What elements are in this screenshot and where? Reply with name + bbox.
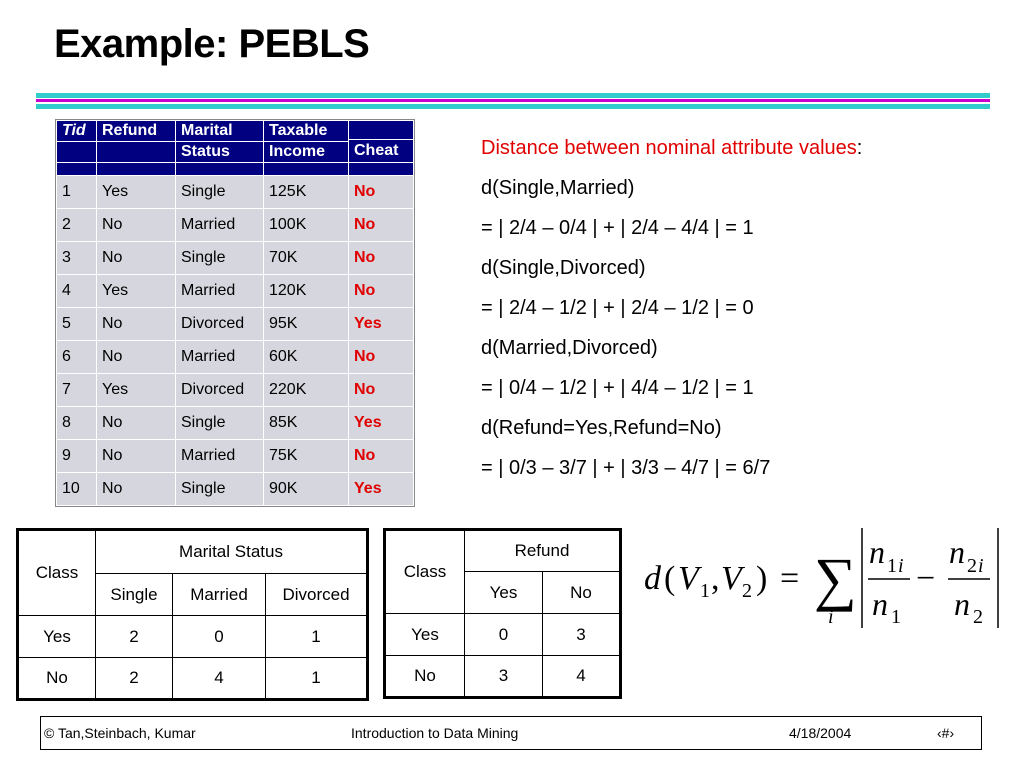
table-row xyxy=(57,407,414,440)
row-label: Yes xyxy=(18,616,96,658)
sigma-icon: ∑ xyxy=(814,546,857,612)
cell-cheat: No xyxy=(349,374,414,407)
cell-tid: 7 xyxy=(57,374,97,407)
header-marital: Marital xyxy=(176,121,264,142)
count-cell: 1 xyxy=(266,658,368,700)
cell-status: Single xyxy=(176,176,264,209)
formula-n2: n xyxy=(954,586,970,622)
cell-refund: No xyxy=(97,242,176,275)
header-tid: Tid xyxy=(57,121,97,142)
header-spacer xyxy=(264,163,349,176)
formula-n2i: n xyxy=(949,534,965,570)
header-cheat-cell xyxy=(349,121,414,176)
formula-v1-sub: 1 xyxy=(700,580,710,602)
count-cell: 1 xyxy=(266,616,368,658)
col-header: Divorced xyxy=(266,574,368,616)
distance-heading-colon: : xyxy=(856,137,863,159)
cell-tid: 4 xyxy=(57,275,97,308)
cell-tid: 2 xyxy=(57,209,97,242)
cell-income: 100K xyxy=(264,209,349,242)
cell-tid: 5 xyxy=(57,308,97,341)
refund-header: Refund xyxy=(465,530,621,572)
table-row xyxy=(57,308,414,341)
cell-cheat: Yes xyxy=(349,473,414,506)
col-header: Single xyxy=(96,574,173,616)
table-row xyxy=(57,374,414,407)
marital-status-count-table xyxy=(16,528,369,701)
cell-tid: 6 xyxy=(57,341,97,374)
distance-line: d(Married,Divorced) xyxy=(481,337,658,359)
table-row xyxy=(57,242,414,275)
title-rule-bottom xyxy=(36,104,990,109)
count-cell: 3 xyxy=(543,614,621,656)
cell-cheat: No xyxy=(349,209,414,242)
formula-equals: = xyxy=(780,560,800,597)
cell-income: 90K xyxy=(264,473,349,506)
formula-close-paren: ) xyxy=(756,560,768,597)
count-cell: 2 xyxy=(96,616,173,658)
count-cell: 3 xyxy=(465,656,543,698)
distance-heading: Distance between nominal attribute values xyxy=(481,137,857,159)
header-spacer xyxy=(57,163,97,176)
class-header: Class xyxy=(18,530,96,616)
header-status: Status xyxy=(176,142,264,163)
slide-footer xyxy=(40,716,982,750)
cell-cheat: No xyxy=(349,341,414,374)
cell-status: Single xyxy=(176,473,264,506)
cell-income: 125K xyxy=(264,176,349,209)
cell-cheat: No xyxy=(349,275,414,308)
cell-refund: No xyxy=(97,407,176,440)
formula-minus: − xyxy=(916,560,936,597)
formula-v2: V xyxy=(721,560,742,597)
page-title: Example: PEBLS xyxy=(54,22,370,66)
formula-n1i: n xyxy=(869,534,885,570)
footer-page-number: ‹#› xyxy=(937,725,955,741)
cell-tid: 1 xyxy=(57,176,97,209)
cell-status: Married xyxy=(176,440,264,473)
header-cheat: Cheat xyxy=(349,139,413,163)
table-row xyxy=(57,440,414,473)
cell-income: 85K xyxy=(264,407,349,440)
row-label: No xyxy=(385,656,465,698)
formula-n2i-sub-i: i xyxy=(978,555,984,577)
distance-formula xyxy=(636,523,1016,633)
class-header: Class xyxy=(385,530,465,614)
col-header: Married xyxy=(173,574,266,616)
cell-refund: No xyxy=(97,209,176,242)
formula-n1: n xyxy=(872,586,888,622)
cell-status: Divorced xyxy=(176,308,264,341)
cell-income: 95K xyxy=(264,308,349,341)
count-cell: 2 xyxy=(96,658,173,700)
title-rule-middle xyxy=(36,99,990,102)
footer-date: 4/18/2004 xyxy=(789,725,852,741)
cell-tid: 9 xyxy=(57,440,97,473)
title-rule-top xyxy=(36,93,990,98)
refund-count-table xyxy=(383,528,622,699)
distance-line: = | 2/4 – 0/4 | + | 2/4 – 4/4 | = 1 xyxy=(481,217,754,239)
cell-income: 70K xyxy=(264,242,349,275)
count-cell: 4 xyxy=(543,656,621,698)
cell-cheat: Yes xyxy=(349,407,414,440)
cell-refund: No xyxy=(97,440,176,473)
cell-income: 60K xyxy=(264,341,349,374)
formula-comma: , xyxy=(711,560,720,597)
cell-cheat: No xyxy=(349,242,414,275)
cell-refund: No xyxy=(97,473,176,506)
cell-refund: Yes xyxy=(97,275,176,308)
cell-status: Single xyxy=(176,407,264,440)
table-row xyxy=(57,341,414,374)
distance-line: = | 0/3 – 3/7 | + | 3/3 – 4/7 | = 6/7 xyxy=(481,457,771,479)
formula-v1: V xyxy=(678,560,699,597)
cell-refund: No xyxy=(97,308,176,341)
distance-line: d(Refund=Yes,Refund=No) xyxy=(481,417,722,439)
col-header: No xyxy=(543,572,621,614)
cell-refund: No xyxy=(97,341,176,374)
header-taxable: Taxable xyxy=(264,121,349,142)
cell-cheat: No xyxy=(349,440,414,473)
data-table xyxy=(56,120,414,506)
formula-v2-sub: 2 xyxy=(742,580,752,602)
cell-refund: Yes xyxy=(97,176,176,209)
distance-text xyxy=(481,128,862,488)
header-refund: Refund xyxy=(97,121,176,142)
formula-n1i-sub-i: i xyxy=(898,555,904,577)
cell-cheat: No xyxy=(349,176,414,209)
cell-refund: Yes xyxy=(97,374,176,407)
table-row xyxy=(57,209,414,242)
header-spacer xyxy=(176,163,264,176)
cell-status: Married xyxy=(176,341,264,374)
cell-status: Married xyxy=(176,275,264,308)
cell-income: 220K xyxy=(264,374,349,407)
formula-n2-sub: 2 xyxy=(973,606,983,628)
header-spacer xyxy=(97,163,176,176)
row-label: Yes xyxy=(385,614,465,656)
distance-heading-line xyxy=(481,128,862,168)
row-label: No xyxy=(18,658,96,700)
formula-d: d xyxy=(644,560,661,597)
distance-line: = | 2/4 – 1/2 | + | 2/4 – 1/2 | = 0 xyxy=(481,297,754,319)
footer-course: Introduction to Data Mining xyxy=(351,725,519,741)
cell-status: Single xyxy=(176,242,264,275)
col-header: Yes xyxy=(465,572,543,614)
table-row xyxy=(57,473,414,506)
footer-copyright: © Tan,Steinbach, Kumar xyxy=(44,725,196,741)
table-row xyxy=(57,275,414,308)
count-cell: 4 xyxy=(173,658,266,700)
count-cell: 0 xyxy=(173,616,266,658)
cell-income: 75K xyxy=(264,440,349,473)
cell-status: Divorced xyxy=(176,374,264,407)
table-row xyxy=(57,176,414,209)
formula-open-paren: ( xyxy=(664,560,676,597)
formula-n1-sub: 1 xyxy=(891,606,901,628)
formula-n1i-sub: 1 xyxy=(887,555,897,577)
cell-tid: 10 xyxy=(57,473,97,506)
header-blank-tid xyxy=(57,142,97,163)
distance-line: d(Single,Divorced) xyxy=(481,257,646,279)
header-income: Income xyxy=(264,142,349,163)
formula-sum-index: i xyxy=(828,606,834,628)
cell-status: Married xyxy=(176,209,264,242)
marital-status-header: Marital Status xyxy=(96,530,368,574)
cell-tid: 3 xyxy=(57,242,97,275)
cell-income: 120K xyxy=(264,275,349,308)
cell-tid: 8 xyxy=(57,407,97,440)
data-table-body xyxy=(57,176,414,506)
distance-line: = | 0/4 – 1/2 | + | 4/4 – 1/2 | = 1 xyxy=(481,377,754,399)
cell-cheat: Yes xyxy=(349,308,414,341)
formula-n2i-sub: 2 xyxy=(967,555,977,577)
count-cell: 0 xyxy=(465,614,543,656)
header-blank-refund xyxy=(97,142,176,163)
distance-line: d(Single,Married) xyxy=(481,177,635,199)
